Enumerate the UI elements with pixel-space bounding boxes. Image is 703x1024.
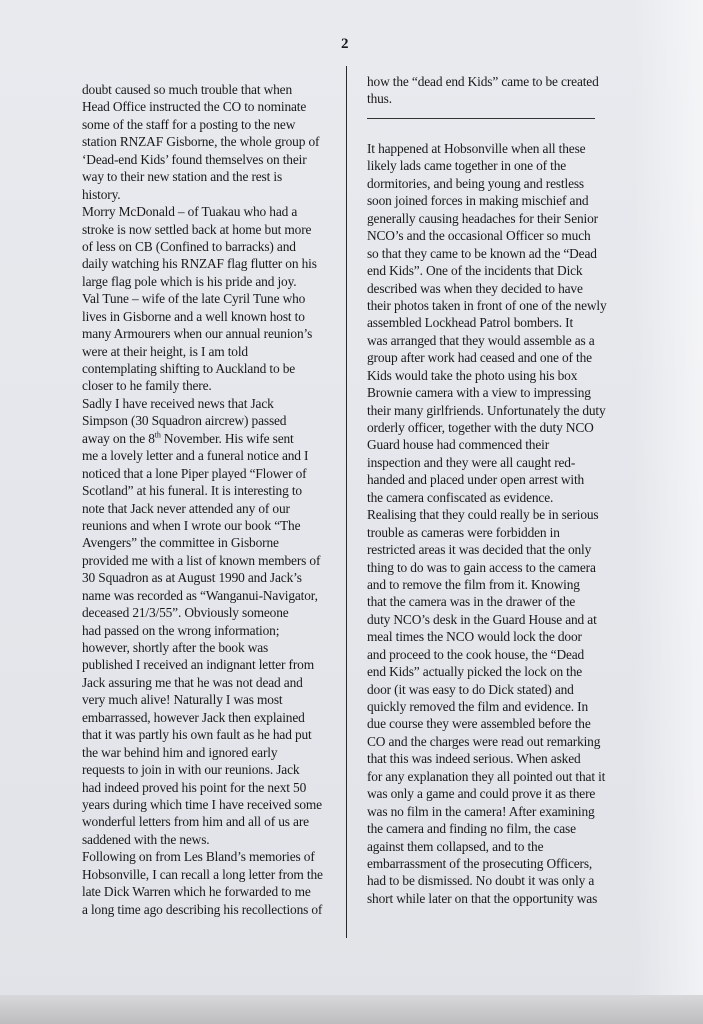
text-line: against them collapsed, and to the — [367, 838, 544, 854]
text-line: Morry McDonald – of Tuakau who had a — [82, 204, 298, 220]
text-line: assembled Lockhead Patrol bombers. It — [367, 315, 574, 331]
text-line: handed and placed under open arrest with — [367, 472, 585, 488]
text-line: daily watching his RNZAF flag flutter on his — [82, 256, 317, 272]
text-line: Sadly I have received news that Jack — [82, 395, 274, 411]
text-line: lives in Gisborne and a well known host to — [82, 308, 305, 324]
text-line: ‘Dead-end Kids’ found themselves on their — [82, 151, 307, 167]
text-line: wonderful letters from him and all of us are — [82, 814, 309, 830]
text-line: noticed that a lone Piper played “Flower of — [82, 465, 307, 481]
text-line: Jack assuring me that he was not dead and — [82, 674, 303, 690]
text-line: described was when they decided to have — [367, 280, 583, 296]
text-line: that this was indeed serious. When asked — [367, 751, 581, 767]
left-column — [82, 81, 323, 918]
text-line: embarrassment of the prosecuting Officers, — [367, 855, 593, 871]
text-line: contemplating shifting to Auckland to be — [82, 361, 296, 376]
text-line: name was recorded as “Wanganui-Navigator, — [82, 587, 318, 603]
right-column — [367, 140, 607, 907]
text-line: for any explanation they all pointed out that it — [367, 768, 606, 784]
text-line: Simpson (30 Squadron aircrew) passed — [82, 413, 287, 429]
text-line: Head Office instructed the CO to nominate — [82, 99, 307, 115]
text-line: closer to he family there. — [82, 378, 212, 394]
text-line: had indeed proved his point for the next 50 — [82, 779, 307, 795]
text-line: of less on CB (Confined to barracks) and — [82, 238, 296, 254]
text-line: that it was partly his own fault as he had put — [82, 727, 312, 743]
text-line: inspection and they were all caught red- — [367, 454, 576, 470]
text-line: were at their height, is I am told — [82, 343, 248, 359]
text-line: trouble as cameras were forbidden in — [367, 524, 560, 540]
text-line: meal times the NCO would lock the door — [367, 629, 582, 645]
text-line: that the camera was in the drawer of the — [367, 594, 576, 610]
text-line: Hobsonville, I can recall a long letter from the — [82, 866, 323, 882]
text-line: history. — [82, 186, 121, 202]
text-line: restricted areas it was decided that the only — [367, 542, 592, 558]
text-line: It happened at Hobsonville when all these — [367, 141, 586, 156]
text-line: orderly officer, together with the duty NCO — [367, 420, 594, 435]
text-line: some of the staff for a posting to the new — [82, 116, 296, 132]
text-line: was only a game and could prove it as there — [367, 786, 596, 802]
text-line: embarrassed, however Jack then explained — [82, 709, 305, 725]
text-line: Kids would take the photo using his box — [367, 367, 578, 383]
section-separator-rule — [367, 118, 595, 119]
text-line: short while later on that the opportunity was — [367, 890, 598, 906]
text-line: 30 Squadron as at August 1990 and Jack’s — [82, 570, 302, 586]
text-line: Following on from Les Bland’s memories of — [82, 849, 315, 865]
text-line: group after work had ceased and one of the — [367, 350, 592, 366]
text-line: so that they came to be known ad the “Dead — [367, 245, 597, 261]
text-line: doubt caused so much trouble that when — [82, 82, 292, 97]
text-line: reunions and when I wrote our book “The — [82, 517, 301, 533]
text-line: dormitories, and being young and restless — [367, 175, 584, 191]
text-line: the camera confiscated as evidence. — [367, 489, 554, 505]
text-line: Scotland” at his funeral. It is interesting to — [82, 483, 302, 499]
text-line: generally causing headaches for their Senior — [367, 210, 598, 226]
text-line: deceased 21/3/55”. Obviously someone — [82, 605, 289, 621]
text-line: large flag pole which is his pride and joy. — [82, 273, 297, 289]
text-line: published I received an indignant letter from — [82, 657, 314, 673]
text-line: was no film in the camera! After examining — [367, 803, 595, 819]
text-line: Realising that they could really be in serious — [367, 507, 599, 523]
text-line: provided me with a list of known members of — [82, 552, 321, 568]
text-line: me a lovely letter and a funeral notice and I — [82, 448, 309, 464]
text-line: stroke is now settled back at home but more — [82, 221, 312, 237]
text-line: and proceed to the cook house, the “Dead — [367, 646, 585, 662]
text-line: Brownie camera with a view to impressing — [367, 385, 591, 401]
text-line: however, shortly after the book was — [82, 640, 269, 655]
text-line: station RNZAF Gisborne, the whole group of — [82, 134, 320, 150]
text-line: years during which time I have received some — [82, 796, 322, 812]
text-line: end Kids”. One of the incidents that Dick — [367, 263, 583, 279]
text-line: and to remove the film from it. Knowing — [367, 576, 580, 592]
text-line: duty NCO’s desk in the Guard House and at — [367, 611, 597, 627]
text-line: had passed on the wrong information; — [82, 622, 280, 638]
column-divider — [346, 66, 347, 938]
text-line: Val Tune – wife of the late Cyril Tune who — [82, 291, 306, 307]
text-line: Guard house had commenced their — [367, 437, 550, 453]
text-line: the war behind him and ignored early — [82, 744, 278, 760]
text-line: likely lads came together in one of the — [367, 158, 567, 174]
text-line: saddened with the news. — [82, 831, 210, 847]
text-line: the camera and finding no film, the case — [367, 821, 576, 837]
text-line: soon joined forces in making mischief and — [367, 193, 589, 209]
text-line: quickly removed the film and evidence. In — [367, 699, 589, 714]
page-number: 2 — [341, 36, 349, 52]
page-bottom-shadow — [0, 995, 703, 1024]
text-line: due course they were assembled before the — [367, 716, 591, 732]
text-line: had to be dismissed. No doubt it was only a — [367, 873, 595, 889]
text-line: how the “dead end Kids” came to be created — [367, 74, 599, 89]
text-line: many Armourers when our annual reunion’s — [82, 326, 313, 342]
right-column-intro — [367, 73, 599, 108]
text-line: thus. — [367, 91, 392, 107]
text-line: their many girlfriends. Unfortunately the duty — [367, 402, 606, 418]
text-line: Avengers” the committee in Gisborne — [82, 535, 279, 551]
text-line: thing to do was to gain access to the camera — [367, 559, 596, 575]
text-line: end Kids” actually picked the lock on the — [367, 664, 583, 680]
text-line: a long time ago describing his recollections of — [82, 901, 323, 917]
text-line: requests to join in with our reunions. Jack — [82, 762, 300, 778]
text-line: their photos taken in front of one of the newly — [367, 297, 607, 313]
text-line: very much alive! Naturally I was most — [82, 692, 283, 708]
text-line: away on the 8th November. His wife sent — [82, 430, 294, 446]
text-line: was arranged that they would assemble as a — [367, 332, 595, 348]
text-line: CO and the charges were read out remarking — [367, 733, 601, 749]
text-line: late Dick Warren which he forwarded to me — [82, 884, 311, 900]
text-line: door (it was easy to do Dick stated) and — [367, 681, 574, 697]
text-line: way to their new station and the rest is — [82, 169, 283, 185]
text-line: NCO’s and the occasional Officer so much — [367, 228, 591, 244]
text-line: note that Jack never attended any of our — [82, 500, 290, 516]
page-edge-highlight — [633, 0, 703, 1024]
